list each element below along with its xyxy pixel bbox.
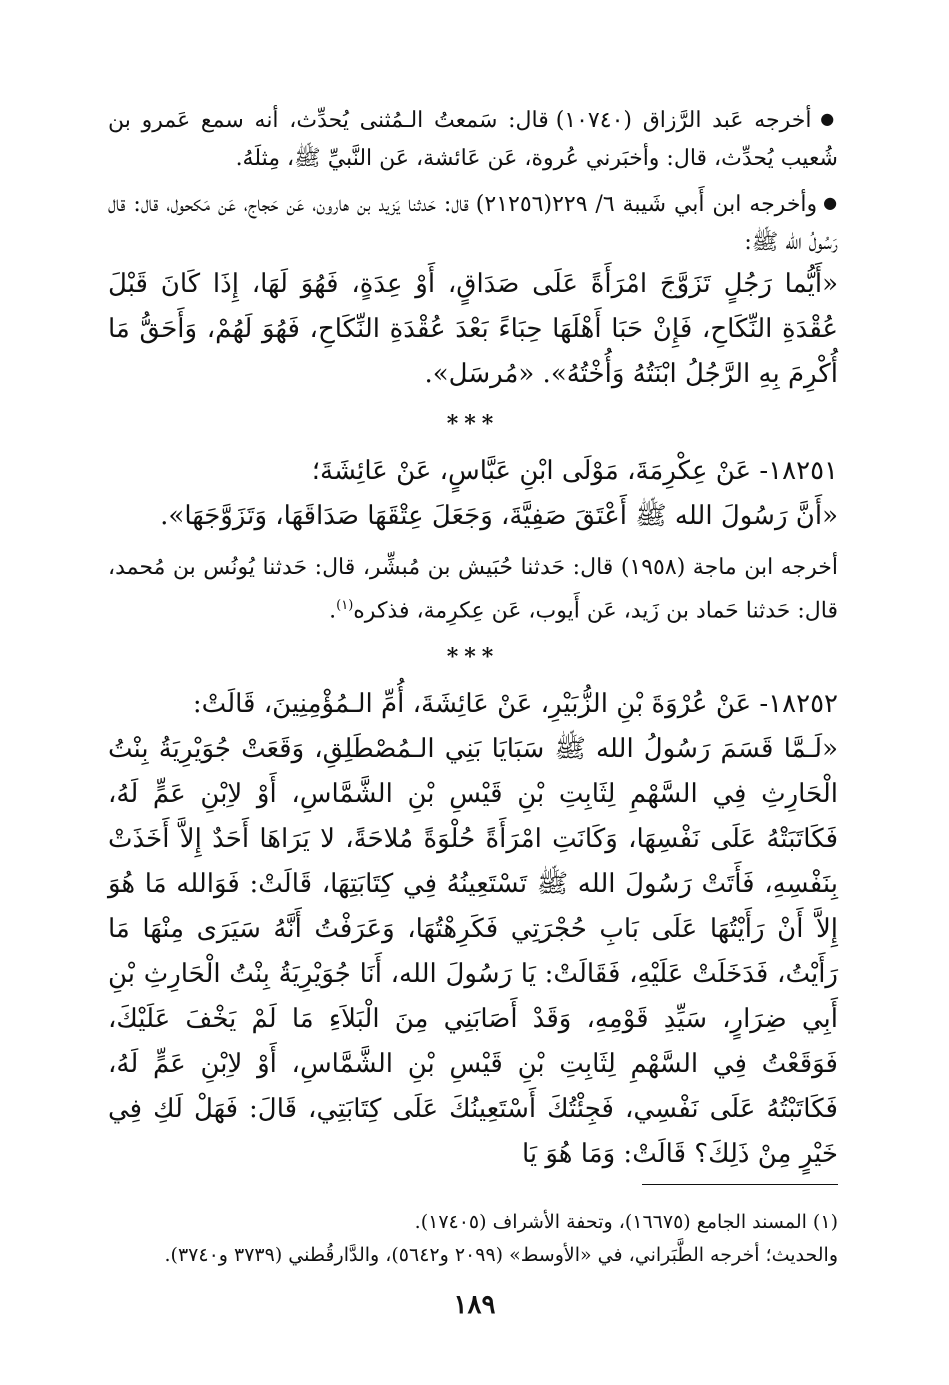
section-separator: *** [446,411,500,437]
footnote-ref-1[interactable]: (١) [336,598,354,613]
hadith-text-18251: «أَنَّ رَسُولَ الله ﷺ أَعْتَقَ صَفِيَّةَ، وَجَعَلَ عِتْقَهَا صَدَاقَهَا، وَتَزَوَّجَهَا». [160,501,838,531]
footnote-1: (١) المسند الجامع (١٦٦٧٥)، وتحفة الأشراف (١٧٤٠٥). [414,1211,838,1233]
hadith-text-mursal: «أَيُّما رَجُلٍ تَزَوَّجَ امْرَأَةً عَلَى صَدَاقٍ، أَوْ عِدَةٍ، فَهُوَ لَهَا، إِذَا كَانَ قَبْلَ عُقْدَةِ النِّكَاحِ، فَإِنْ حَبَا أَهْلَهَا حِبَاءً بَعْدَ عُقْدَةِ النِّكَاحِ، فَهُوَ لَهُمْ، وَأَحَقُّ مَا أُكْرِمَ بِهِ الرَّجُلُ ابْنَتُهُ وَأُخْتُهُ». «مُرسَل». [108,269,838,389]
footnote-divider [642,1184,838,1185]
takhrij-ibn-majah-text: أخرجه ابن ماجة (١٩٥٨) قال: حَدثنا حُبَيش بن مُبشِّر، قال: حَدثنا يُونُس بن مُحمد، قال: حَدثنا حَماد بن زَيد، عَن أَيوب، عَن عِكرِمة، فذكره [108,555,839,624]
page-number: ١٨٩ [453,1290,496,1320]
footnote-2: والحديث؛ أخرجه الطَّبَراني، في «الأوسط» (٢٠٩٩ و٥٦٤٢)، والدَّارقُطني (٣٧٣٩ و٣٧٤٠). [164,1244,838,1266]
takhrij-ibn-abi-shayba: ● وأخرجه ابن أَبي شَيبة ٦/ ٢٢٩(٢١٢٥٦) قال: حَدثنا يَزيد بن هارون، عَن حَجاج، عَن مَكحول، قال: قال رَسُولُ الله ﷺ: [108,184,838,262]
page-body [108,100,838,1177]
takhrij-abd-al-razzaq: ● أخرجه عَبد الرَّزاق (١٠٧٤٠) قال: سَمعتُ الـمُثنى يُحدِّث، أنه سمع عَمرو بن شُعيب يُحدِّث، قال: وأخبَرني عُروة، عَن عَائشة، عَن النَّبيِّ ﷺ، مِثلَهُ. [108,100,838,178]
hadith-text-18252: «لَـمَّا قَسَمَ رَسُولُ الله ﷺ سَبَايَا بَنِي الـمُصْطَلِقِ، وَقَعَتْ جُوَيْرِيَةُ بِنْتُ الْحَارِثِ فِي السَّهْمِ لِثَابِتِ بْنِ قَيْسِ بْنِ الشَّمَّاسِ، أَوْ لاِبْنِ عَمٍّ لَهُ، فَكَاتَبَتْهُ عَلَى نَفْسِهَا، وَكَانَتِ امْرَأَةً حُلْوَةً مُلاحَةً، لا يَرَاهَا أَحَدٌ إِلاَّ أَخَذَتْ بِنَفْسِهِ، فَأَتَتْ رَسُولَ الله ﷺ تَسْتَعِينُهُ فِي كِتَابَتِهَا، قَالَتْ: فَوَالله مَا هُوَ إِلاَّ أَنْ رَأَيْتُهَا عَلَى بَابِ حُجْرَتِي فَكَرِهْتُهَا، وَعَرَفْتُ أَنَّهُ سَيَرَى مِنْهَا مَا رَأَيْتُ، فَدَخَلَتْ عَلَيْهِ، فَقَالَتْ: يَا رَسُولَ الله، أَنَا جُوَيْرِيَةُ بِنْتُ الْحَارِثِ بْنِ أَبِي ضِرَارٍ، سَيِّدِ قَوْمِهِ، وَقَدْ أَصَابَنِي مِنَ الْبَلاَءِ مَا لَمْ يَخْفَ عَلَيْكَ، فَوَقَعْتُ فِي السَّهْمِ لِثَابِتِ بْنِ قَيْسِ بْنِ الشَّمَّاسِ، أَوْ لاِبْنِ عَمٍّ لَهُ، فَكَاتَبْتُهُ عَلَى نَفْسِي، فَجِئْتُكَ أَسْتَعِينُكَ عَلَى كِتَابَتِي، قَالَ: فَهَلْ لَكِ فِي خَيْرٍ مِنْ ذَلِكَ؟ قَالَتْ: وَمَا هُوَ يَا [108,734,838,1170]
footnotes [108,1206,838,1272]
section-separator: *** [446,644,500,671]
takhrij-ibn-majah: أخرجه ابن ماجة (١٩٥٨) قال: حَدثنا حُبَيش بن مُبشِّر، قال: حَدثنا يُونُس بن مُحمد، قال: حَدثنا حَماد بن زَيد، عَن أَيوب، عَن عِكرِمة، فذكره$^{(١)}$. [108,555,839,624]
hadith-heading-18252: ١٨٢٥٢- عَنْ عُرْوَةَ بْنِ الزُّبَيْرِ، عَنْ عَائِشَةَ، أُمِّ الـمُؤْمِنِينَ، قَالَتْ: [192,689,838,720]
hadith-heading-18251: ١٨٢٥١- عَنْ عِكْرِمَةَ، مَوْلَى ابْنِ عَبَّاسٍ، عَنْ عَائِشَةَ؛ [311,456,838,486]
